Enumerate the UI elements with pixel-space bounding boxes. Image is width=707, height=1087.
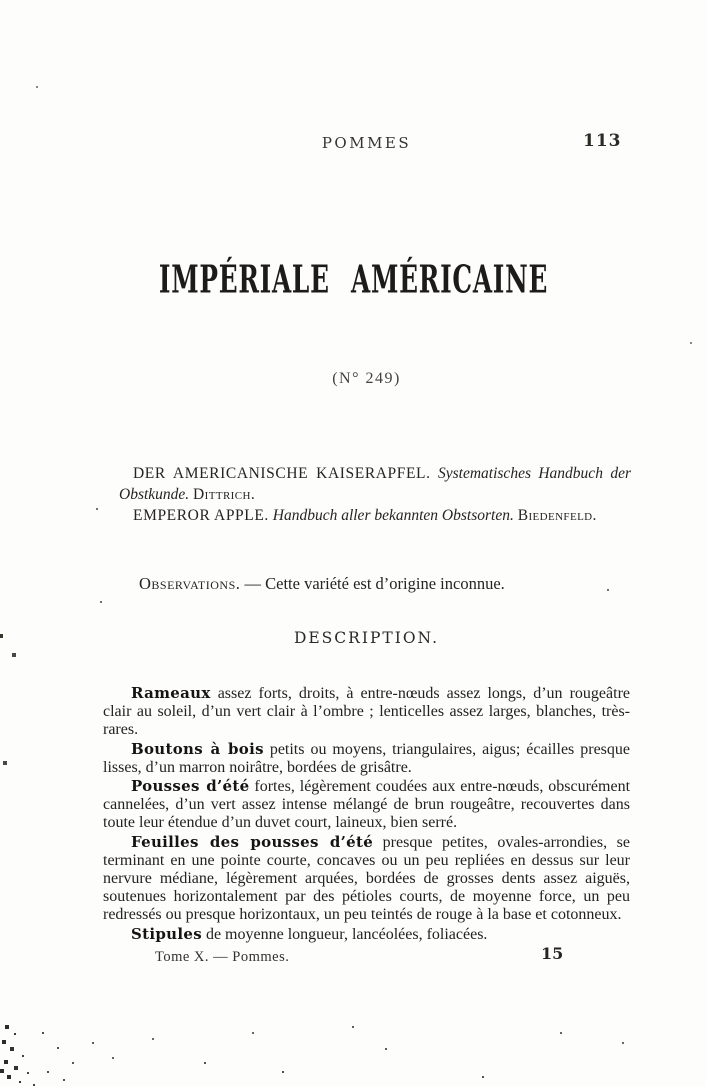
paragraph-lead: Rameaux [131,684,211,702]
observations-paragraph [103,573,630,594]
paragraph-text: presque petites, ovales-arrondies, se terminant en une pointe courte, concaves ou un peu repliées en dessus sur leur nervure médiane, légèrement arquées, bordées de grosses dents assez aiguës, soutenues horizontalement par des pétioles courts, de moyenne force, un peu redressés ou presque horizontaux, un peu teintés de rouge à la base et cotonneux. [103,833,630,924]
synonym-line [119,505,631,526]
scan-noise-speckles [0,0,2,2]
paragraph-text: fortes, légèrement coudées aux entre-nœuds, obscurément cannelées, d’un vert assez intense mélangé de brun rougeâtre, recouvertes dans toute leur étendue d’un duvet court, laineux, bien serré. [103,778,631,832]
paragraph-lead: Pousses d’été [131,777,250,796]
description-paragraph-rameaux [103,684,630,740]
observations-label: Observations. [139,573,241,593]
variety-title: IMPÉRIALE AMÉRICAINE [158,257,549,302]
synonym-author: Dittrich. [193,486,256,503]
section-heading: DESCRIPTION. [293,629,440,647]
paragraph-text: petits ou moyens, triangulaires, aigus; écailles presque lisses, d’un marron noirâtre, bordées de grisâtre. [103,740,631,776]
description-body [103,684,630,944]
synonym-author: Biedenfeld. [517,507,597,524]
observations-text: — Cette variété est d’origine inconnue. [244,573,505,593]
variety-number: (N° 249) [332,370,401,387]
description-paragraph-boutons [103,740,630,777]
footer-sheet-number: 15 [541,944,564,963]
running-title: POMMES [321,134,412,152]
synonym-line [119,463,631,505]
synonym-source: Systematisches Handbuch der Obstkunde. [119,465,631,503]
description-paragraph-pousses [103,777,630,833]
page-number: 113 [583,131,622,151]
footer-signature: Tome X. — Pommes. [155,949,290,965]
paragraph-lead: Boutons à bois [131,739,264,758]
synonym-references [119,463,631,526]
paragraph-lead: Feuilles des pousses d’été [131,832,374,851]
paragraph-text: de moyenne longueur, lancéolées, foliacées. [205,925,488,943]
synonym-source: Handbuch aller bekannten Obstsorten. [272,507,514,524]
description-paragraph-feuilles [103,833,630,925]
description-paragraph-stipules [103,925,630,944]
synonym-name: DER AMERICANISCHE KAISERAPFEL. [133,465,431,482]
paragraph-lead: Stipules [131,924,202,943]
paragraph-text: assez forts, droits, à entre-nœuds assez longs, d’un rougeâtre clair au soleil, d’un vert clair à l’ombre ; lenticelles assez larges, blanches, très-rares. [103,685,631,739]
synonym-name: EMPEROR APPLE. [133,507,269,524]
